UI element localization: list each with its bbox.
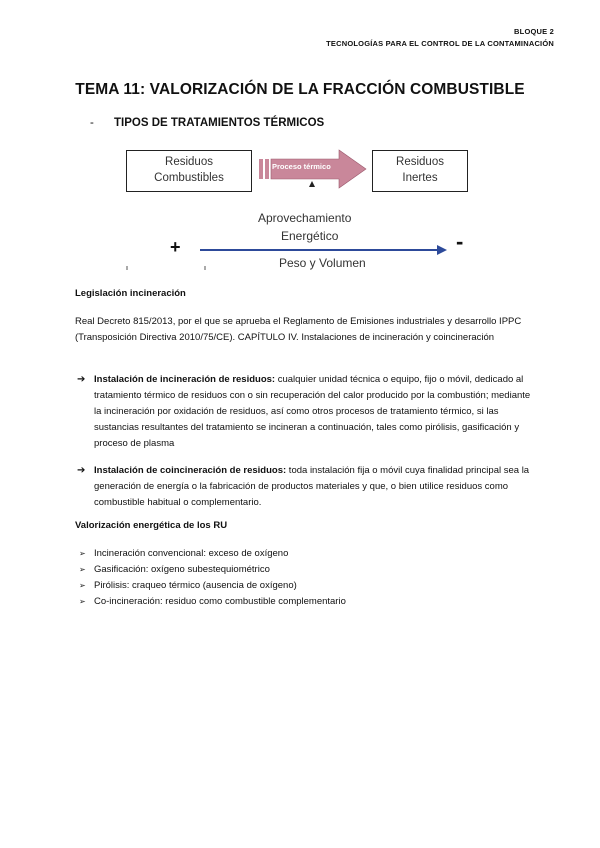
combustible-waste-box: [126, 150, 252, 192]
energy-axis-arrowhead-icon: [437, 245, 447, 255]
valorization-heading: Valorización energética de los RU: [75, 520, 228, 531]
incineration-definition-text: [94, 372, 535, 452]
inert-waste-line2: Inertes: [402, 172, 438, 184]
subtitle-text: TIPOS DE TRATAMIENTOS TÉRMICOS: [114, 117, 325, 129]
right-arrow-icon: ➔: [77, 465, 86, 476]
arrowhead-bullet-icon: ➢: [79, 565, 86, 574]
page-title: TEMA 11: VALORIZACIÓN DE LA FRACCIÓN COMBUSTIBLE: [75, 81, 525, 98]
incineration-description: cualquier unidad técnica o equipo, fijo o móvil, dedicado al tratamiento térmico de residuos con o sin recuperación del calor producido por la combustión; mediante la incineración por oxidación de residuos, así como otros procesos de tratamiento térmico, si las sustancias resultantes del tratamiento se incineran a continuación, tales como pirólisis, gasificación y proceso de plasma: [94, 374, 531, 449]
list-item: [79, 578, 346, 594]
plus-sign: +: [170, 237, 181, 257]
legislation-text: Real Decreto 815/2013, por el que se aprueba el Reglamento de Emisiones industriales y desarrollo IPPC (Transposición Directiva 2010/75/CE). CAPÍTULO IV. Instalaciones de incineración y coincineración: [75, 316, 522, 343]
subtitle-dash: -: [90, 117, 94, 129]
arrowhead-bullet-icon: ➢: [79, 549, 86, 558]
coincineration-term: Instalación de coincineración de residuos:: [94, 465, 287, 476]
process-arrow-stripe-1: [259, 159, 263, 179]
header-block-label: BLOQUE 2: [514, 27, 554, 36]
arrowhead-bullet-icon: ➢: [79, 597, 86, 606]
coincineration-definition: [75, 463, 535, 511]
combustible-waste-line2: Combustibles: [154, 172, 224, 184]
process-pointer-icon: [309, 181, 315, 187]
list-item-text: Pirólisis: craqueo térmico (ausencia de oxígeno): [94, 580, 297, 591]
thermal-treatment-diagram: [0, 0, 600, 300]
header-course-label: TECNOLOGÍAS PARA EL CONTROL DE LA CONTAMINACIÓN: [326, 39, 554, 48]
inert-waste-line1: Residuos: [396, 156, 444, 168]
weight-volume-label: Peso y Volumen: [279, 256, 366, 270]
combustible-waste-line1: Residuos: [165, 156, 213, 168]
minus-sign: -: [456, 229, 464, 254]
arrowhead-bullet-icon: ➢: [79, 581, 86, 590]
incineration-term: Instalación de incineración de residuos:: [94, 374, 276, 385]
incineration-definition: [75, 372, 535, 452]
legislation-heading: Legislación incineración: [75, 288, 186, 299]
process-arrow-stripe-2: [265, 159, 269, 179]
list-item-text: Gasificación: oxígeno subestequiométrico: [94, 564, 270, 575]
energy-label-line2: Energético: [281, 229, 339, 243]
list-item: [79, 546, 346, 562]
coincineration-description: toda instalación fija o móvil cuya finalidad principal sea la generación de energía o la fabricación de productos materiales y que, o bien utilice residuos como combustible habitual o complementario.: [94, 465, 530, 508]
inert-waste-box: [372, 150, 468, 192]
right-arrow-icon: ➔: [77, 374, 86, 385]
valorization-list: [79, 546, 346, 610]
coincineration-definition-text: [94, 463, 535, 511]
list-item: [79, 594, 346, 610]
process-label: Proceso térmico: [272, 162, 331, 171]
energy-label-line1: Aprovechamiento: [258, 211, 352, 225]
list-item-text: Incineración convencional: exceso de oxígeno: [94, 548, 289, 559]
list-item: [79, 562, 346, 578]
list-item-text: Co-incineración: residuo como combustible complementario: [94, 596, 346, 607]
